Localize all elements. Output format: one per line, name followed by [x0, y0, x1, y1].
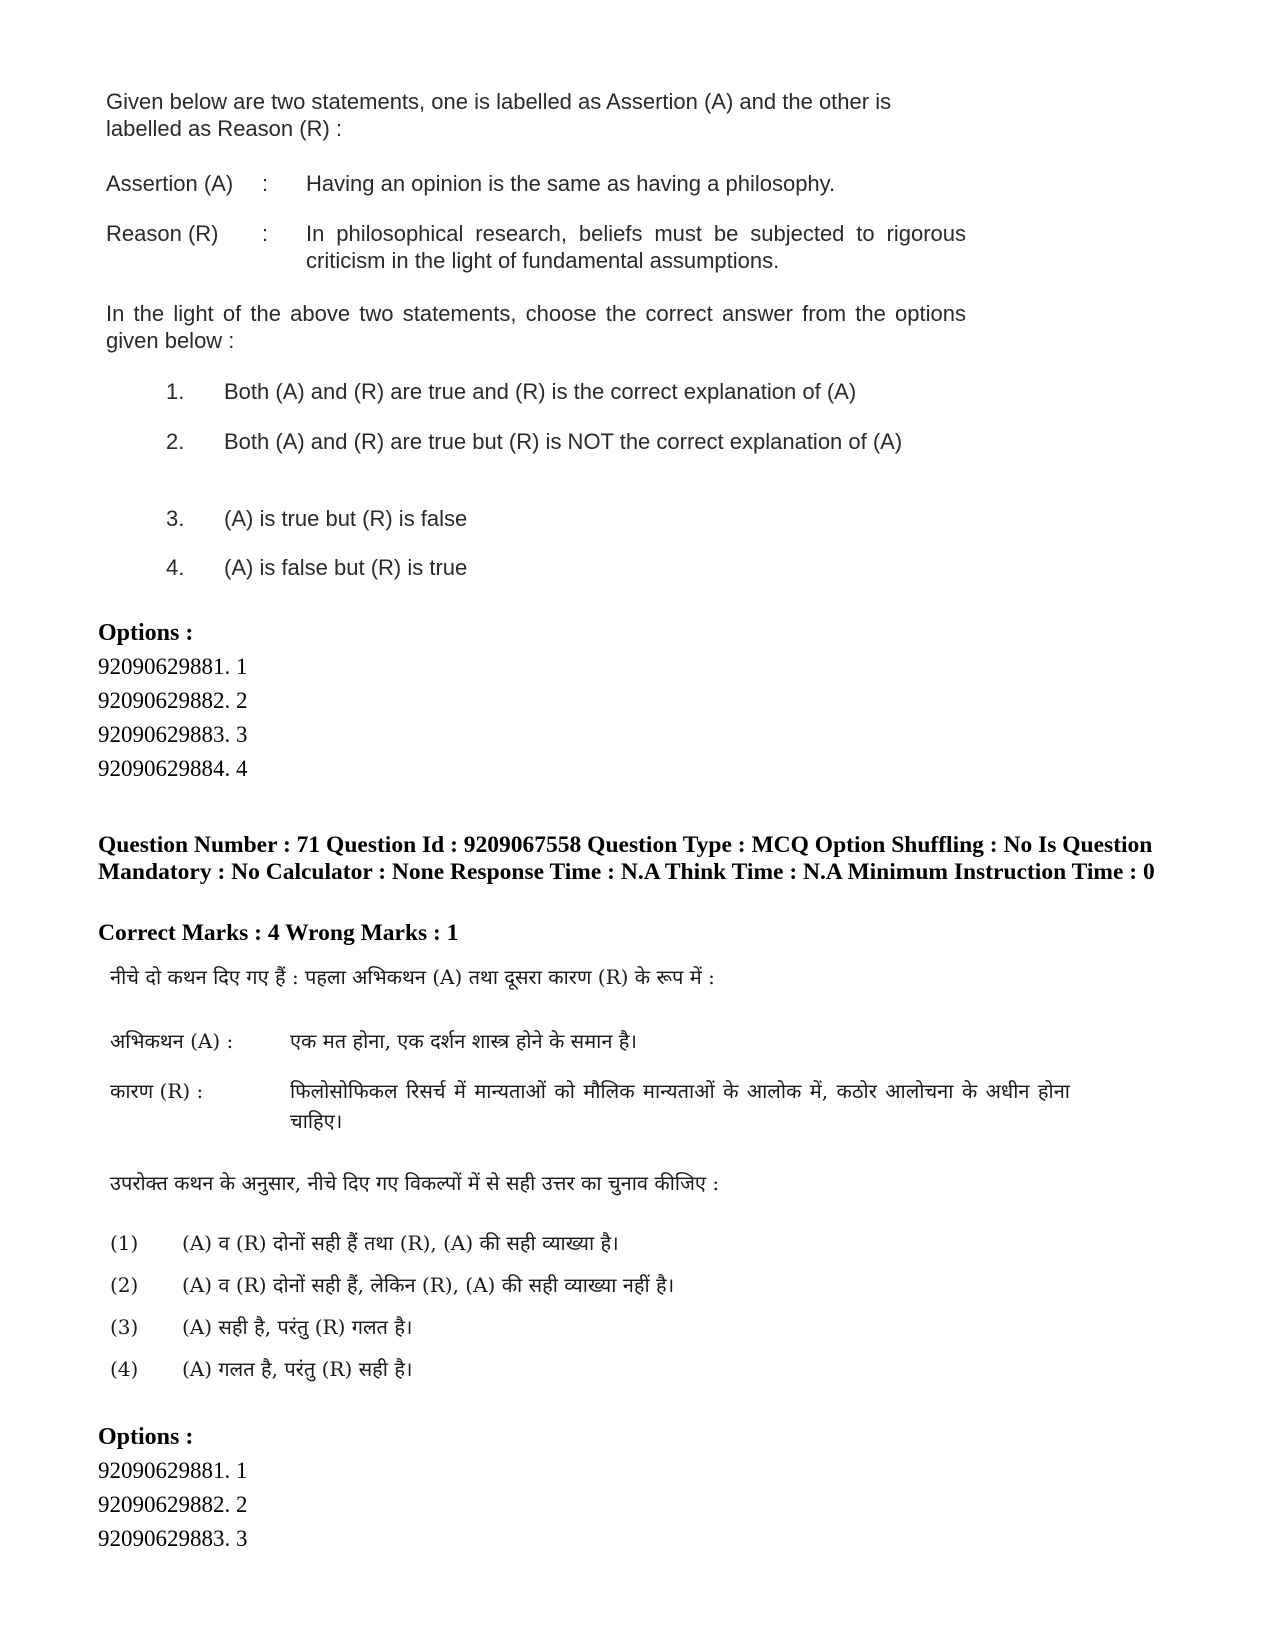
assertion-separator: : — [262, 171, 269, 196]
question-english — [106, 88, 966, 580]
assertion-text-hindi: एक मत होना, एक दर्शन शास्त्र होने के समान है। — [290, 1029, 637, 1053]
option-id-line: 92090629882. 2 — [98, 688, 248, 713]
option-text-hindi: (A) सही है, परंतु (R) गलत है। — [182, 1315, 413, 1339]
options-heading: Options : — [98, 1424, 194, 1450]
reason-label: Reason (R) — [106, 221, 219, 246]
option-id-line: 92090629882. 2 — [98, 1492, 248, 1517]
option-text-hindi: (A) व (R) दोनों सही हैं, लेकिन (R), (A) की सही व्याख्या नहीं है। — [182, 1273, 675, 1297]
option-id-line: 92090629881. 1 — [98, 654, 248, 679]
option-number-hindi: (4) — [110, 1357, 139, 1381]
question-lead: In the light of the above two statements, choose the correct answer from the options given below : — [106, 301, 966, 353]
option-number: 2. — [166, 429, 185, 454]
option-text: (A) is false but (R) is true — [224, 555, 468, 580]
option-text: (A) is true but (R) is false — [224, 506, 468, 531]
option-number-hindi: (2) — [110, 1273, 139, 1297]
option-text-hindi: (A) व (R) दोनों सही हैं तथा (R), (A) की सही व्याख्या है। — [182, 1231, 619, 1255]
option-id-line: 92090629883. 3 — [98, 1526, 248, 1551]
option-number-hindi: (1) — [110, 1231, 139, 1255]
reason-separator: : — [262, 221, 269, 246]
option-number: 3. — [166, 506, 185, 531]
option-number: 1. — [166, 379, 185, 404]
option-id-line: 92090629881. 1 — [98, 1458, 248, 1483]
question-lead-hindi: उपरोक्त कथन के अनुसार, नीचे दिए गए विकल्पों में से सही उत्तर का चुनाव कीजिए : — [110, 1171, 720, 1195]
question-intro: Given below are two statements, one is labelled as Assertion (A) and the other is labelled as Reason (R) : — [106, 89, 892, 141]
assertion-label: Assertion (A) — [106, 171, 234, 196]
assertion-text: Having an opinion is the same as having a philosophy. — [306, 171, 836, 196]
reason-text-hindi: फिलोसोफिकल रिसर्च में मान्यताओं को मौलिक मान्यताओं के आलोक में, कठोर आलोचना के अधीन होना चाहिए। — [290, 1079, 1070, 1133]
option-number-hindi: (3) — [110, 1315, 139, 1339]
options-heading: Options : — [98, 620, 194, 646]
question-marks: Correct Marks : 4 Wrong Marks : 1 — [98, 920, 459, 946]
option-text-hindi: (A) गलत है, परंतु (R) सही है। — [182, 1357, 413, 1381]
reason-text: In philosophical research, beliefs must be subjected to rigorous criticism in the light of fundamental assumptions. — [306, 221, 966, 273]
option-text: Both (A) and (R) are true and (R) is the correct explanation of (A) — [224, 379, 857, 404]
question-intro-hindi: नीचे दो कथन दिए गए हैं : पहला अभिकथन (A) तथा दूसरा कारण (R) के रूप में : — [110, 965, 715, 989]
option-id-line: 92090629884. 4 — [98, 756, 248, 781]
option-number: 4. — [166, 555, 185, 580]
option-text: Both (A) and (R) are true but (R) is NOT the correct explanation of (A) — [224, 429, 903, 454]
assertion-label-hindi: अभिकथन (A) : — [110, 1029, 234, 1053]
reason-label-hindi: कारण (R) : — [110, 1079, 204, 1103]
question-meta: Question Number : 71 Question Id : 9209067558 Question Type : MCQ Option Shuffling : No Is Question Mandatory : No Calculator : None Response Time : N.A Think Time : N.A Minimum Instruction Time : 0 — [98, 832, 1155, 885]
option-id-line: 92090629883. 3 — [98, 722, 248, 747]
